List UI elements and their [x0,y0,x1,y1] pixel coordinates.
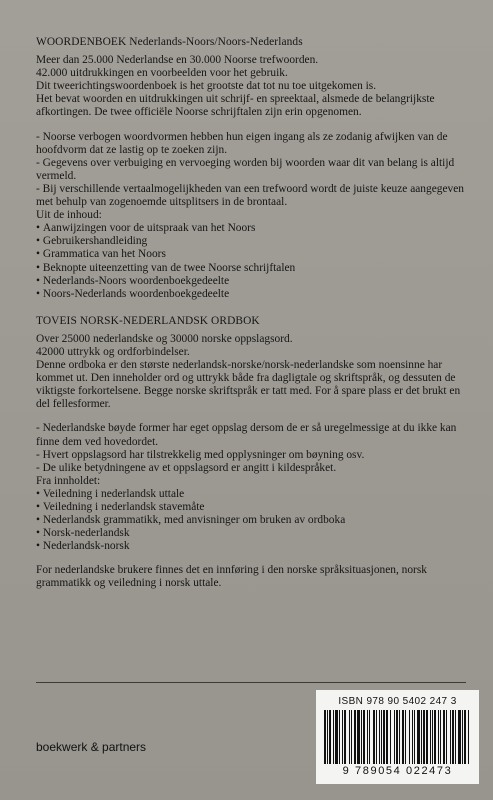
norwegian-contents-item: • Veiledning i nederlandsk stavemåte [36,501,466,514]
barcode-bar [438,710,439,764]
barcode-bar [414,710,415,764]
dutch-contents-title: Uit de inhoud: [36,209,102,222]
barcode-bar [421,710,422,764]
barcode-bar [440,710,441,764]
barcode-bar [367,710,368,764]
norwegian-heading: TOVEIS NORSK-NEDERLANDSK ORDBOK [36,314,260,327]
dutch-intro-line: Dit tweerichtingswoordenboek is het grootste dat tot nu toe uitgekomen is. [36,80,377,93]
barcode-bar [369,710,370,764]
barcode-bar [426,710,428,764]
dutch-intro-line: Het bevat woorden en uitdrukkingen uit schrijf- en spreektaal, alsmede de belangrijkste afkortingen. De twee officiële Noorse schrijftalen zijn erin opgenomen. [36,93,435,119]
norwegian-note: - Nederlandske bøyde former har eget oppslag dersom de er så uregelmessige at du ikke kan finne dem ved hovedordet. [36,422,466,448]
barcode-bar [402,710,404,764]
dutch-note: - Noorse verbogen woordvormen hebben hun eigen ingang als ze zodanig afwijken van de hoofdvorm dat ze lastig op te zoeken zijn. [36,131,466,157]
barcode-bar [383,710,385,764]
barcode-bar [376,710,377,764]
dutch-notes [36,131,466,210]
norwegian-notes [36,422,466,474]
barcode-bar [412,710,413,764]
dutch-contents-item: • Beknopte uiteenzetting van de twee Noorse schrijftalen [36,262,466,275]
norwegian-intro-line: 42000 uttrykk og ordforbindelser. [36,345,190,358]
barcode-bar [381,710,382,764]
barcode-bar [394,710,395,764]
barcode-bar [335,710,338,764]
barcode-bar [390,710,391,764]
norwegian-intro-line: Denne ordboka er den største nederlandsk-norske/norsk-nederlandske som noensinne har kommet ut. Den inneholder ord og uttrykk både fra dagligtale og skriftspråk, og dessuten de viktigste forkortelsene. Begge norske skriftspråk er tatt med. For å spare plass er det brukt en del fellesformer. [36,359,461,411]
barcode-bar [452,710,454,764]
barcode-bar [430,710,431,764]
norwegian-contents-item: • Nederlandsk grammatikk, med anvisninger om bruken av ordboka [36,514,466,527]
norwegian-intro [36,333,466,412]
dutch-section [36,36,466,301]
barcode-bar [399,710,400,764]
barcode-bar [351,710,352,764]
dutch-intro-line: 42.000 uitdrukkingen en voorbeelden voor het gebruik. [36,67,288,80]
barcode-bar [464,710,466,764]
norwegian-contents-item: • Nederlandsk-norsk [36,540,466,553]
barcode-bar [434,710,436,764]
barcode-bar [432,710,433,764]
barcode-bar [324,710,326,764]
dutch-contents-list [36,222,466,301]
barcode-bar [339,710,340,764]
norwegian-contents-item: • Veiledning i nederlandsk uttale [36,488,466,501]
barcode-bar [468,710,469,764]
dutch-note: - Bij verschillende vertaalmogelijkheden van een trefwoord wordt de juiste keuze aangegeven met behulp van zogenoemde uitsplitsers in de brontaal. [36,183,466,209]
dutch-contents-item: • Grammatica van het Noors [36,248,466,261]
dutch-intro-line: Meer dan 25.000 Nederlandse en 30.000 Noorse trefwoorden. [36,54,319,67]
norwegian-note: - De ulike betydningene av et oppslagsord er angitt i kildespråket. [36,462,466,475]
isbn-number: ISBN 978 90 5402 247 3 [338,696,457,707]
barcode-bar [333,710,334,764]
norwegian-contents-title: Fra innholdet: [36,474,101,487]
barcode-bar [450,710,451,764]
norwegian-contents [36,475,466,554]
barcode-digits: 9 789054 022473 [342,765,453,777]
barcode-bar [373,710,375,764]
dutch-note: - Gegevens over verbuiging en vervoeging worden bij woorden waar dit van belang is altijd vermeld. [36,157,466,183]
divider-line [36,682,466,683]
dutch-contents-item: • Nederlands-Noors woordenboekgedeelte [36,275,466,288]
norwegian-note: - Hvert oppslagsord har tilstrekkelig med opplysninger om bøyning osv. [36,449,466,462]
barcode-bar [462,710,463,764]
barcode-icon [324,710,471,764]
barcode-bar [379,710,380,764]
barcode-bar [458,710,461,764]
cover-text [36,36,466,591]
norwegian-closing: For nederlandske brukere finnes det en innføring i den norske språksituasjonen, norsk grammatikk og veiledning i norsk uttale. [36,564,427,590]
barcode-bar [327,710,328,764]
norwegian-intro-line: Over 25000 nederlandske og 30000 norske oppslagsord. [36,332,293,345]
barcode-bar [342,710,343,764]
dutch-heading: WOORDENBOEK Nederlands-Noors/Noors-Nederlands [36,36,303,48]
publisher-name: boekwerk & partners [36,740,147,754]
barcode-bar [349,710,350,764]
dutch-contents-item: • Aanwijzingen voor de uitspraak van het Noors [36,222,466,235]
norwegian-section [36,315,466,591]
norwegian-contents-list [36,488,466,553]
barcode-bar [405,710,406,764]
dutch-contents-item: • Noors-Nederlands woordenboekgedeelte [36,288,466,301]
barcode-bar [423,710,425,764]
dutch-contents [36,209,466,301]
barcode-bar [443,710,445,764]
barcode-bar [409,710,410,764]
barcode-bar [363,710,365,764]
barcode-bar [354,710,356,764]
barcode-bar [446,710,447,764]
dutch-contents-item: • Gebruikershandleiding [36,235,466,248]
barcode-bar [386,710,388,764]
dutch-intro [36,54,466,119]
barcode-bar [417,710,420,764]
barcode-bar [357,710,360,764]
barcode-label [316,690,479,784]
norwegian-contents-item: • Norsk-nederlandsk [36,527,466,540]
barcode-bar [344,710,346,764]
barcode-bar [396,710,398,764]
barcode-bar [361,710,362,764]
barcode-bar [455,710,456,764]
barcode-bar [329,710,331,764]
